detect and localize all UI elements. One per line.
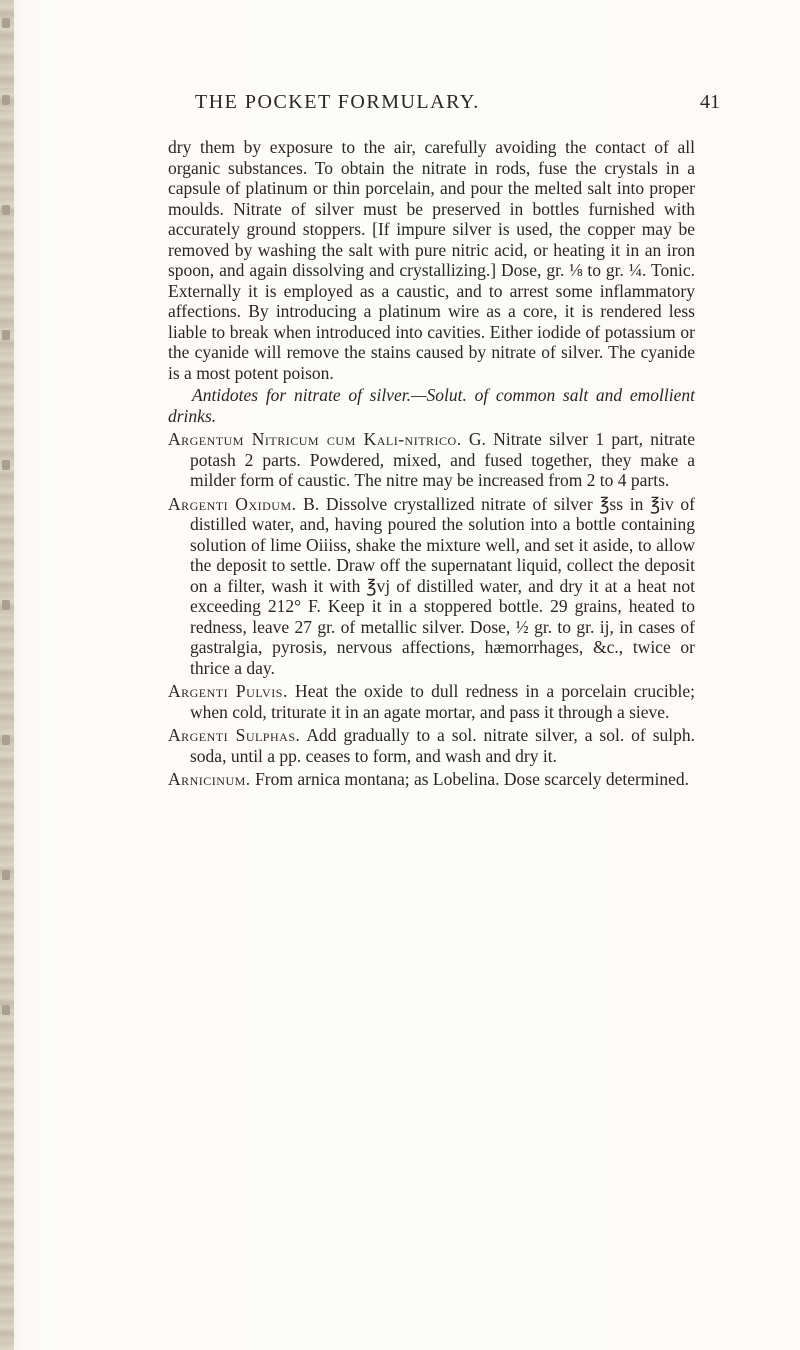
running-title: THE POCKET FORMULARY.: [195, 91, 480, 113]
entry-heading: Argenti Sulphas.: [168, 725, 301, 745]
paragraph-nitrate-continued: dry them by exposure to the air, carefully avoiding the contact of all organic substances. To obtain the nitrate in rods, fuse the crystals in a capsule of platinum or thin porcelain, and pour the melted salt into proper moulds. Nitrate of silver must be preserved in bottles furnished with accurately ground stoppers. [If impure silver is used, the copper may be removed by washing the salt with pure nitric acid, or heating it in an iron spoon, and again dissolving and crystallizing.] Dose, gr. ⅛ to gr. ¼. Tonic. Externally it is employed as a caustic, and to arrest some inflammatory affections. By introducing a platinum wire as a core, it is rendered less liable to break when introduced into cavities. Either iodide of potassium or the cyanide will remove the stains caused by nitrate of silver. The cyanide is a most potent poison.: [168, 137, 695, 383]
entry-arnicinum: [168, 769, 695, 790]
entry-heading: Argenti Pulvis.: [168, 681, 288, 701]
entry-body: Add gradually to a sol. nitrate silver, a sol. of sulph. soda, until a pp. ceases to form, and wash and dry it.: [190, 725, 695, 766]
antidote-text: —Solut. of common salt and emollient drinks.: [168, 385, 695, 426]
body-text: [168, 137, 695, 790]
binding-mark: [2, 95, 10, 105]
page-binding-edge: [0, 0, 14, 1350]
binding-mark: [2, 18, 10, 28]
entry-heading: Argentum Nitricum cum Kali-nitrico.: [168, 429, 462, 449]
entry-argenti-oxidum: [168, 494, 695, 679]
entry-argenti-pulvis: [168, 681, 695, 722]
binding-mark: [2, 600, 10, 610]
running-header: [195, 91, 650, 114]
binding-mark: [2, 1005, 10, 1015]
entry-body: B. Dissolve crystallized nitrate of silver ℥ss in ℥iv of distilled water, and, having poured the solution into a bottle containing solution of lime Oiiiss, shake the mixture well, and set it aside, to allow the deposit to settle. Draw off the supernatant liquid, collect the deposit on a filter, wash it with ℥vj of distilled water, and dry it at a heat not exceeding 212° F. Keep it in a stoppered bottle. 29 grains, heated to redness, leave 27 gr. of metallic silver. Dose, ½ gr. to gr. ij, in cases of gastralgia, pyrosis, nervous affections, hæmorrhages, &c., twice or thrice a day.: [190, 493, 695, 678]
entry-body: G. Nitrate silver 1 part, nitrate potash 2 parts. Powdered, mixed, and fused together, they make a milder form of caustic. The nitre may be increased from 2 to 4 parts.: [190, 429, 696, 490]
entry-body: From arnica montana; as Lobelina. Dose scarcely determined.: [250, 769, 689, 789]
entry-argenti-sulphas: [168, 725, 695, 766]
binding-mark: [2, 205, 10, 215]
antidote-paragraph: [168, 385, 695, 426]
antidote-heading: Antidotes for nitrate of silver.: [192, 385, 411, 405]
binding-mark: [2, 870, 10, 880]
entry-heading: Arnicinum.: [168, 769, 251, 789]
binding-mark: [2, 735, 10, 745]
entry-body: Heat the oxide to dull redness in a porcelain crucible; when cold, triturate it in an agate mortar, and pass it through a sieve.: [190, 681, 696, 722]
entry-argentum-nitricum-kali: [168, 429, 695, 491]
binding-mark: [2, 330, 10, 340]
page-number: 41: [700, 91, 720, 113]
entry-heading: Argenti Oxidum.: [168, 493, 297, 514]
binding-mark: [2, 460, 10, 470]
